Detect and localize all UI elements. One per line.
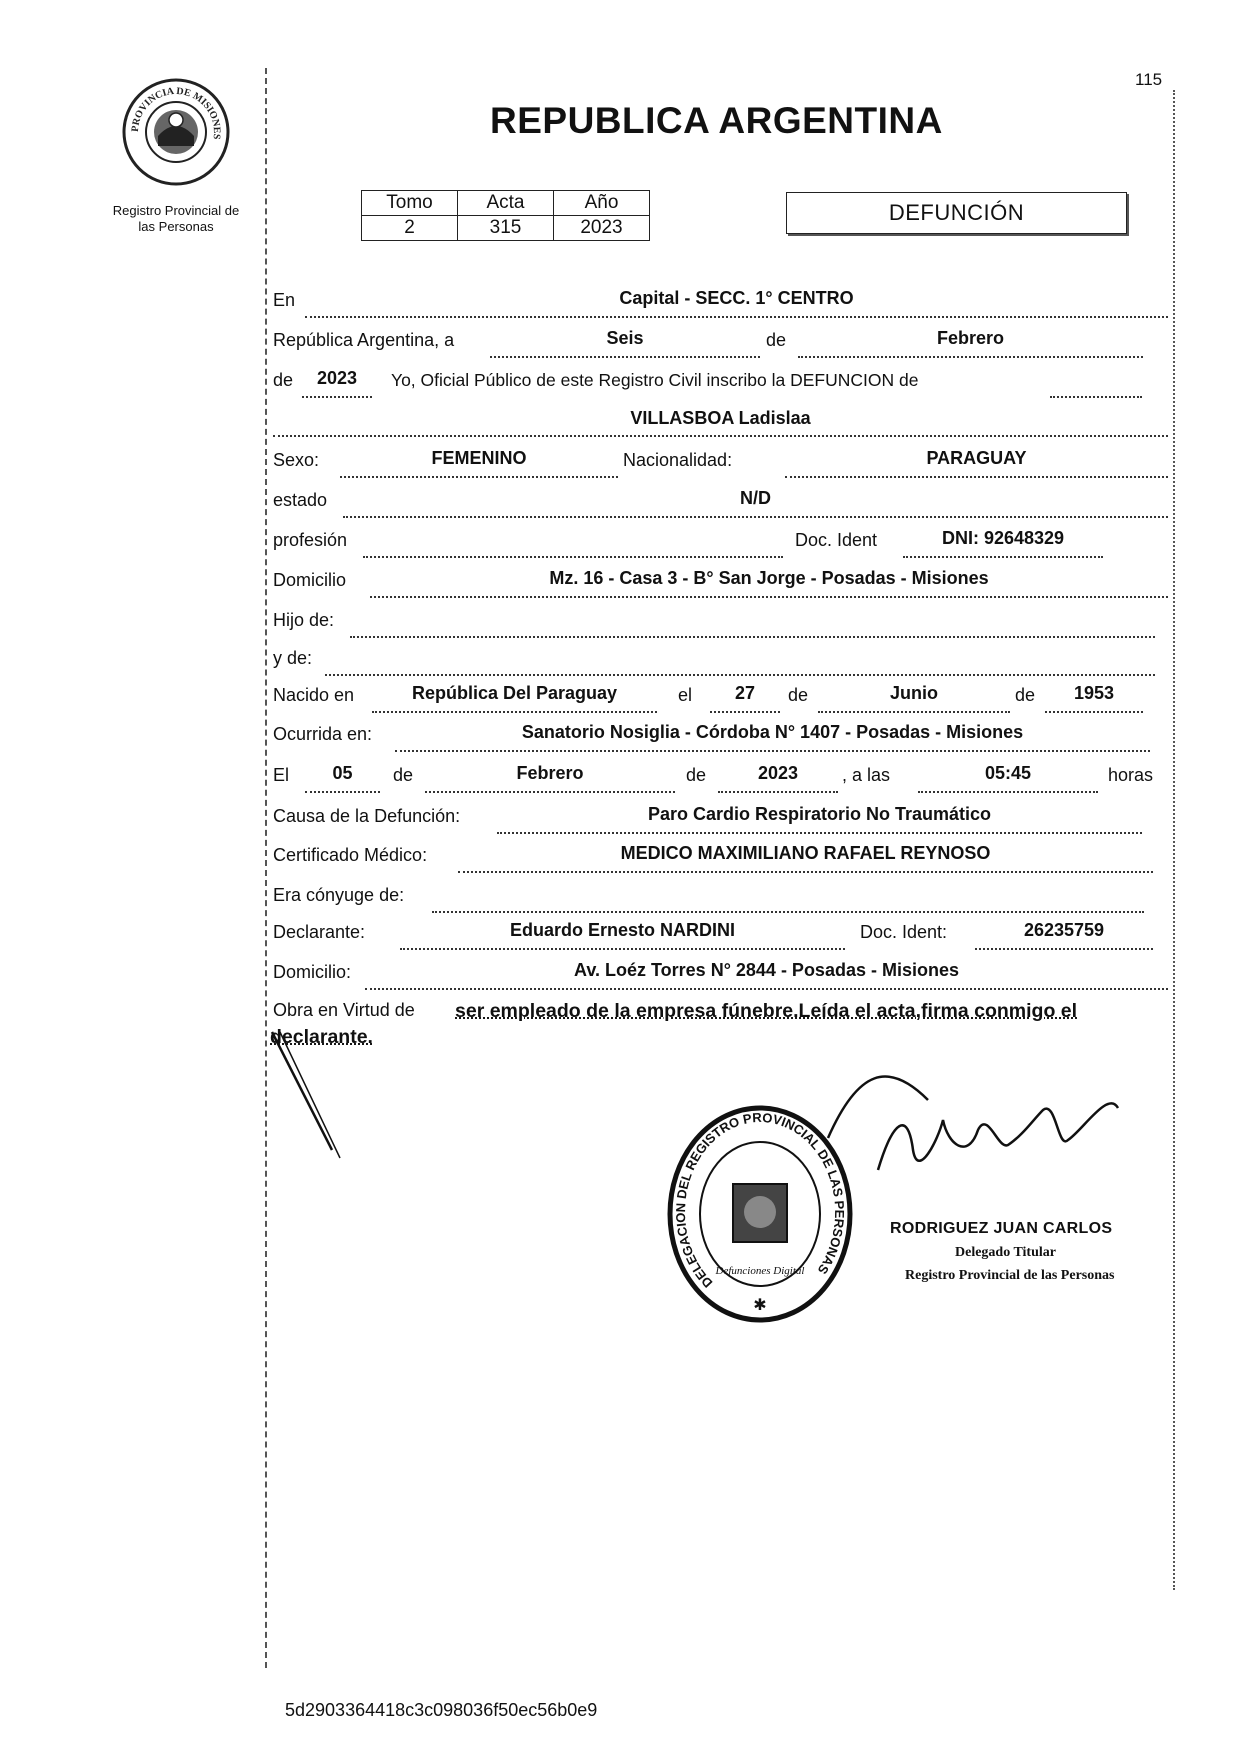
label-sexo: Sexo: (273, 450, 320, 470)
registry-table (361, 190, 650, 241)
line-nacionalidad (785, 476, 1168, 478)
label-de-2: de (273, 370, 294, 390)
label-causa: Causa de la Defunción: (273, 806, 461, 826)
line-domicilio (370, 596, 1168, 598)
value-nacionalidad: PARAGUAY (926, 448, 1027, 468)
tomo-header: Tomo (362, 191, 458, 216)
document-hash: 5d2903364418c3c098036f50ec56b0e9 (285, 1700, 598, 1720)
svg-text:✱: ✱ (753, 1297, 767, 1314)
svg-text:DELEGACION DEL REGISTRO PROVIN: DELEGACION DEL REGISTRO PROVINCIAL DE LAS PERSONAS (672, 1109, 848, 1291)
signature (818, 1050, 1148, 1190)
svg-text:Defunciones Digital: Defunciones Digital (715, 1265, 805, 1277)
line-certificado (458, 871, 1153, 873)
value-sexo: FEMENINO (431, 448, 527, 468)
value-ocurrida-en: Sanatorio Nosiglia - Córdoba N° 1407 - Posadas - Misiones (521, 722, 1024, 742)
label-domicilio-2: Domicilio: (273, 962, 352, 982)
value-nombre: VILLASBOA Ladislaa (630, 408, 811, 428)
line-lugar-nac (372, 711, 657, 713)
line-nombre (273, 435, 1168, 437)
value-lugar-nac: República Del Paraguay (411, 683, 618, 703)
value-mes-def: Febrero (516, 763, 584, 783)
value-mes: Febrero (936, 328, 1005, 348)
value-domicilio-declarante: Av. Loéz Torres N° 2844 - Posadas - Misiones (574, 960, 959, 980)
label-a-las: , a las (842, 765, 891, 785)
line-ocurrida-en (395, 750, 1150, 752)
label-el-cap: El (273, 765, 290, 785)
label-nacido-en: Nacido en (273, 685, 355, 705)
line-anio-nac (1045, 711, 1143, 713)
value-hora: 05:45 (984, 763, 1032, 783)
record-type-box: DEFUNCIÓN (786, 192, 1127, 234)
label-yo: Yo, Oficial Público de este Registro Civil inscribo la DEFUNCION de (391, 370, 919, 390)
label-ocurrida-en: Ocurrida en: (273, 724, 373, 744)
value-certificado: MEDICO MAXIMILIANO RAFAEL REYNOSO (620, 843, 991, 863)
label-y-de: y de: (273, 648, 313, 668)
label-doc-ident-2: Doc. Ident: (860, 922, 948, 942)
label-domicilio: Domicilio (273, 570, 347, 590)
anio-value: 2023 (554, 216, 650, 241)
label-el: el (678, 685, 693, 705)
label-de-5: de (393, 765, 414, 785)
value-lugar: Capital - SECC. 1° CENTRO (619, 288, 854, 308)
value-dni: DNI: 92648329 (941, 528, 1065, 548)
acta-header: Acta (458, 191, 554, 216)
line-sexo (340, 476, 618, 478)
line-declarante (400, 948, 845, 950)
line-hijo-de (350, 636, 1155, 638)
label-de-3: de (788, 685, 809, 705)
value-mes-nac: Junio (890, 683, 938, 703)
registry-header-row (362, 191, 650, 216)
line-domicilio-declarante (365, 988, 1168, 990)
line-mes-nac (818, 711, 1010, 713)
signatory-org: Registro Provincial de las Personas (905, 1268, 1115, 1283)
label-de-1: de (766, 330, 787, 350)
line-causa (497, 832, 1142, 834)
value-declarante: Eduardo Ernesto NARDINI (509, 920, 736, 940)
label-declarante: Declarante: (273, 922, 366, 942)
line-conyuge (432, 911, 1144, 913)
anio-header: Año (554, 191, 650, 216)
org-line-2: las Personas (138, 219, 214, 234)
line-en (305, 316, 1168, 318)
label-rep-arg: República Argentina, a (273, 330, 455, 350)
page-number: 115 (1135, 70, 1163, 89)
org-line-1: Registro Provincial de (112, 203, 240, 218)
label-estado: estado (273, 490, 328, 510)
line-dia-nac (710, 711, 780, 713)
tomo-value: 2 (362, 216, 458, 241)
signatory-name: RODRIGUEZ JUAN CARLOS (890, 1220, 1113, 1237)
right-margin-line (1173, 90, 1175, 1590)
left-margin-line (265, 68, 267, 1668)
line-doc-declarante (975, 948, 1153, 950)
value-anio-def: 2023 (757, 763, 799, 783)
value-obra-line-2: declarante. (270, 1026, 373, 1048)
org-name (96, 203, 256, 235)
line-estado (343, 516, 1168, 518)
line-hora (918, 791, 1098, 793)
value-domicilio: Mz. 16 - Casa 3 - B° San Jorge - Posadas - Misiones (549, 568, 989, 588)
registry-value-row (362, 216, 650, 241)
line-dia-def (305, 791, 380, 793)
label-obra: Obra en Virtud de (273, 1000, 415, 1020)
label-en: En (273, 290, 296, 310)
line-mes-def (425, 791, 675, 793)
value-dia-nac: 27 (734, 683, 756, 703)
svg-text:PROVINCIA DE MISIONES: PROVINCIA DE MISIONES (129, 85, 223, 140)
label-de-6: de (686, 765, 707, 785)
cancel-stroke (270, 1030, 350, 1170)
value-anio-nac: 1953 (1073, 683, 1115, 703)
signatory-role: Delegado Titular (955, 1245, 1056, 1260)
line-y-de (325, 674, 1155, 676)
value-causa: Paro Cardio Respiratorio No Traumático (647, 804, 992, 824)
line-dni (903, 556, 1103, 558)
acta-value: 315 (458, 216, 554, 241)
label-nacionalidad: Nacionalidad: (623, 450, 733, 470)
value-anio: 2023 (316, 368, 358, 388)
label-horas: horas (1108, 765, 1154, 785)
provincial-seal (120, 76, 232, 193)
label-de-4: de (1015, 685, 1036, 705)
line-mes (798, 356, 1143, 358)
label-certificado: Certificado Médico: (273, 845, 428, 865)
label-conyuge: Era cónyuge de: (273, 885, 405, 905)
label-profesion: profesión (273, 530, 348, 550)
line-anio-def (718, 791, 838, 793)
value-obra-line-1: ser empleado de la empresa fúnebre.Leída el acta,firma conmigo el (455, 1000, 1078, 1022)
value-doc-declarante: 26235759 (1023, 920, 1105, 940)
line-yo-end (1050, 396, 1142, 398)
value-dia: Seis (606, 328, 644, 348)
page-title: REPUBLICA ARGENTINA (490, 100, 943, 141)
line-anio (302, 396, 372, 398)
value-estado: N/D (740, 488, 771, 508)
label-hijo-de: Hijo de: (273, 610, 335, 630)
label-doc-ident: Doc. Ident (795, 530, 878, 550)
value-dia-def: 05 (332, 763, 353, 783)
line-profesion (363, 556, 783, 558)
line-dia (490, 356, 760, 358)
